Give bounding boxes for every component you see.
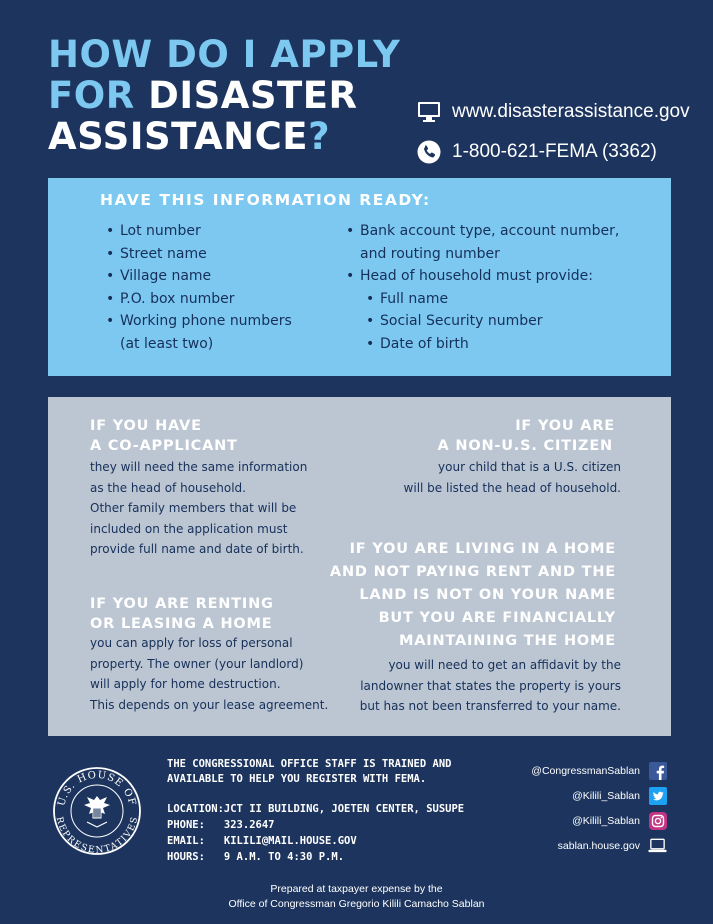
noncitizen-line: your child that is a U.S. citizen bbox=[438, 460, 621, 474]
table-row bbox=[167, 801, 464, 817]
living-heading-line: BUT YOU ARE FINANCIALLY bbox=[378, 610, 616, 626]
instagram-handle[interactable]: @Kilili_Sablan bbox=[572, 814, 640, 827]
contact-info bbox=[416, 92, 690, 172]
living-heading-line: AND NOT PAYING RENT AND THE bbox=[329, 564, 616, 580]
office-intro-line-2: AVAILABLE TO HELP YOU REGISTER WITH FEMA. bbox=[167, 773, 427, 785]
coapplicant-heading-line-1: IF YOU HAVE bbox=[90, 418, 202, 434]
renting-body bbox=[90, 633, 328, 715]
website-footer-text[interactable]: sablan.house.gov bbox=[557, 839, 640, 852]
table-row bbox=[167, 849, 464, 865]
info-heading: HAVE THIS INFORMATION READY: bbox=[100, 191, 431, 209]
facebook-handle[interactable]: @CongressmanSablan bbox=[531, 764, 640, 777]
hours-value: 9 A.M. TO 4:30 P.M. bbox=[223, 851, 345, 863]
title-line-3b: ? bbox=[308, 115, 331, 158]
list-item-continued: and routing number bbox=[360, 245, 500, 262]
coapplicant-body bbox=[90, 457, 307, 560]
renting-line: property. The owner (your landlord) bbox=[90, 656, 304, 671]
website-footer-link[interactable] bbox=[531, 833, 667, 858]
noncitizen-heading-line-2: A NON-U.S. CITIZEN bbox=[437, 438, 613, 454]
renting-heading-line-1: IF YOU ARE RENTING bbox=[90, 596, 274, 612]
noncitizen-body bbox=[404, 457, 621, 498]
noncitizen-heading bbox=[438, 416, 613, 456]
office-intro-line-1: THE CONGRESSIONAL OFFICE STAFF IS TRAINED AND bbox=[167, 758, 452, 770]
house-seal-logo bbox=[52, 766, 142, 856]
renting-heading-line-2: OR LEASING A HOME bbox=[90, 616, 273, 632]
coapplicant-line: Other family members that will be bbox=[90, 501, 297, 516]
list-item-continued: (at least two) bbox=[120, 335, 214, 352]
title-line-2a: FOR bbox=[48, 74, 149, 117]
phone-value[interactable]: 323.2647 bbox=[223, 819, 275, 831]
instagram-link[interactable] bbox=[531, 808, 667, 833]
list-item: • Village name bbox=[106, 265, 346, 288]
facebook-icon[interactable] bbox=[648, 761, 667, 780]
twitter-handle[interactable]: @Kilili_Sablan bbox=[572, 789, 640, 802]
email-value[interactable]: KILILI@MAIL.HOUSE.GOV bbox=[223, 835, 357, 847]
sub-list-item: • Full name bbox=[346, 288, 646, 311]
table-row bbox=[167, 833, 464, 849]
title-line-2b: DISASTER bbox=[148, 74, 358, 117]
living-heading-line: LAND IS NOT ON YOUR NAME bbox=[359, 587, 616, 603]
instagram-icon[interactable] bbox=[648, 811, 667, 830]
title-line-1: HOW DO I APPLY bbox=[48, 33, 401, 76]
renting-line: This depends on your lease agreement. bbox=[90, 697, 329, 712]
coapplicant-line: provide full name and date of birth. bbox=[90, 542, 304, 557]
footer bbox=[0, 882, 713, 912]
website-link[interactable]: www.disasterassistance.gov bbox=[452, 101, 690, 122]
coapplicant-line: they will need the same information bbox=[90, 460, 308, 474]
computer-icon bbox=[416, 99, 442, 125]
renting-line: you can apply for loss of personal bbox=[90, 636, 293, 650]
info-left-list bbox=[106, 220, 346, 355]
seal-text-top: U.S. HOUSE OF bbox=[56, 769, 138, 808]
living-heading-line: MAINTAINING THE HOME bbox=[399, 633, 616, 649]
living-heading bbox=[330, 538, 616, 653]
sub-list-item: • Social Security number bbox=[346, 310, 646, 333]
table-row bbox=[167, 817, 464, 833]
phone-label: PHONE: bbox=[167, 819, 205, 831]
info-right-list bbox=[346, 220, 646, 355]
renting-line: will apply for home destruction. bbox=[90, 677, 281, 692]
list-item: • Head of household must provide: bbox=[346, 265, 646, 288]
seal-text-bottom: REPRESENTATIVES bbox=[53, 815, 141, 856]
hours-label: HOURS: bbox=[167, 851, 205, 863]
list-item: • Lot number bbox=[106, 220, 346, 243]
coapplicant-heading-line-2: A CO-APPLICANT bbox=[90, 438, 238, 454]
twitter-link[interactable] bbox=[531, 783, 667, 808]
email-label: EMAIL: bbox=[167, 835, 205, 847]
title-line-3a: ASSISTANCE bbox=[48, 115, 309, 158]
sub-list-item: • Date of birth bbox=[346, 333, 646, 356]
location-value: JCT II BUILDING, JOETEN CENTER, SUSUPE bbox=[223, 803, 465, 815]
living-line: but has not been transferred to your name. bbox=[359, 699, 621, 714]
living-line: you will need to get an affidavit by the bbox=[388, 658, 621, 672]
office-details-table bbox=[167, 801, 464, 865]
renting-heading bbox=[90, 594, 274, 634]
website-row[interactable] bbox=[416, 92, 690, 132]
footer-line-1: Prepared at taxpayer expense by the bbox=[270, 883, 443, 895]
living-line: landowner that states the property is yours bbox=[360, 678, 621, 693]
noncitizen-line: will be listed the head of household. bbox=[403, 480, 621, 495]
office-info bbox=[167, 757, 467, 865]
scenarios-panel bbox=[48, 397, 671, 736]
page-title bbox=[48, 34, 400, 157]
coapplicant-line: as the head of household. bbox=[90, 480, 246, 495]
living-heading-line: IF YOU ARE LIVING IN A HOME bbox=[349, 541, 616, 557]
laptop-icon[interactable] bbox=[648, 836, 667, 855]
twitter-icon[interactable] bbox=[648, 786, 667, 805]
list-item: • Bank account type, account number, bbox=[346, 220, 646, 243]
phone-row[interactable] bbox=[416, 132, 690, 172]
footer-line-2: Office of Congressman Gregorio Kilili Camacho Sablan bbox=[228, 898, 485, 910]
list-item: • P.O. box number bbox=[106, 288, 346, 311]
location-label: LOCATION: bbox=[167, 803, 224, 815]
list-item: • Street name bbox=[106, 243, 346, 266]
svg-text:REPRESENTATIVES bbox=[54, 816, 141, 856]
coapplicant-line: included on the application must bbox=[90, 521, 288, 536]
coapplicant-heading bbox=[90, 416, 238, 456]
phone-number[interactable]: 1-800-621-FEMA (3362) bbox=[452, 141, 657, 162]
phone-icon bbox=[416, 139, 442, 165]
list-item: • Working phone numbers bbox=[106, 310, 346, 333]
info-ready-panel bbox=[48, 178, 671, 376]
living-body bbox=[360, 655, 621, 717]
facebook-link[interactable] bbox=[531, 758, 667, 783]
noncitizen-heading-line-1: IF YOU ARE bbox=[515, 418, 615, 434]
office-intro bbox=[167, 757, 467, 787]
social-links bbox=[531, 758, 667, 858]
